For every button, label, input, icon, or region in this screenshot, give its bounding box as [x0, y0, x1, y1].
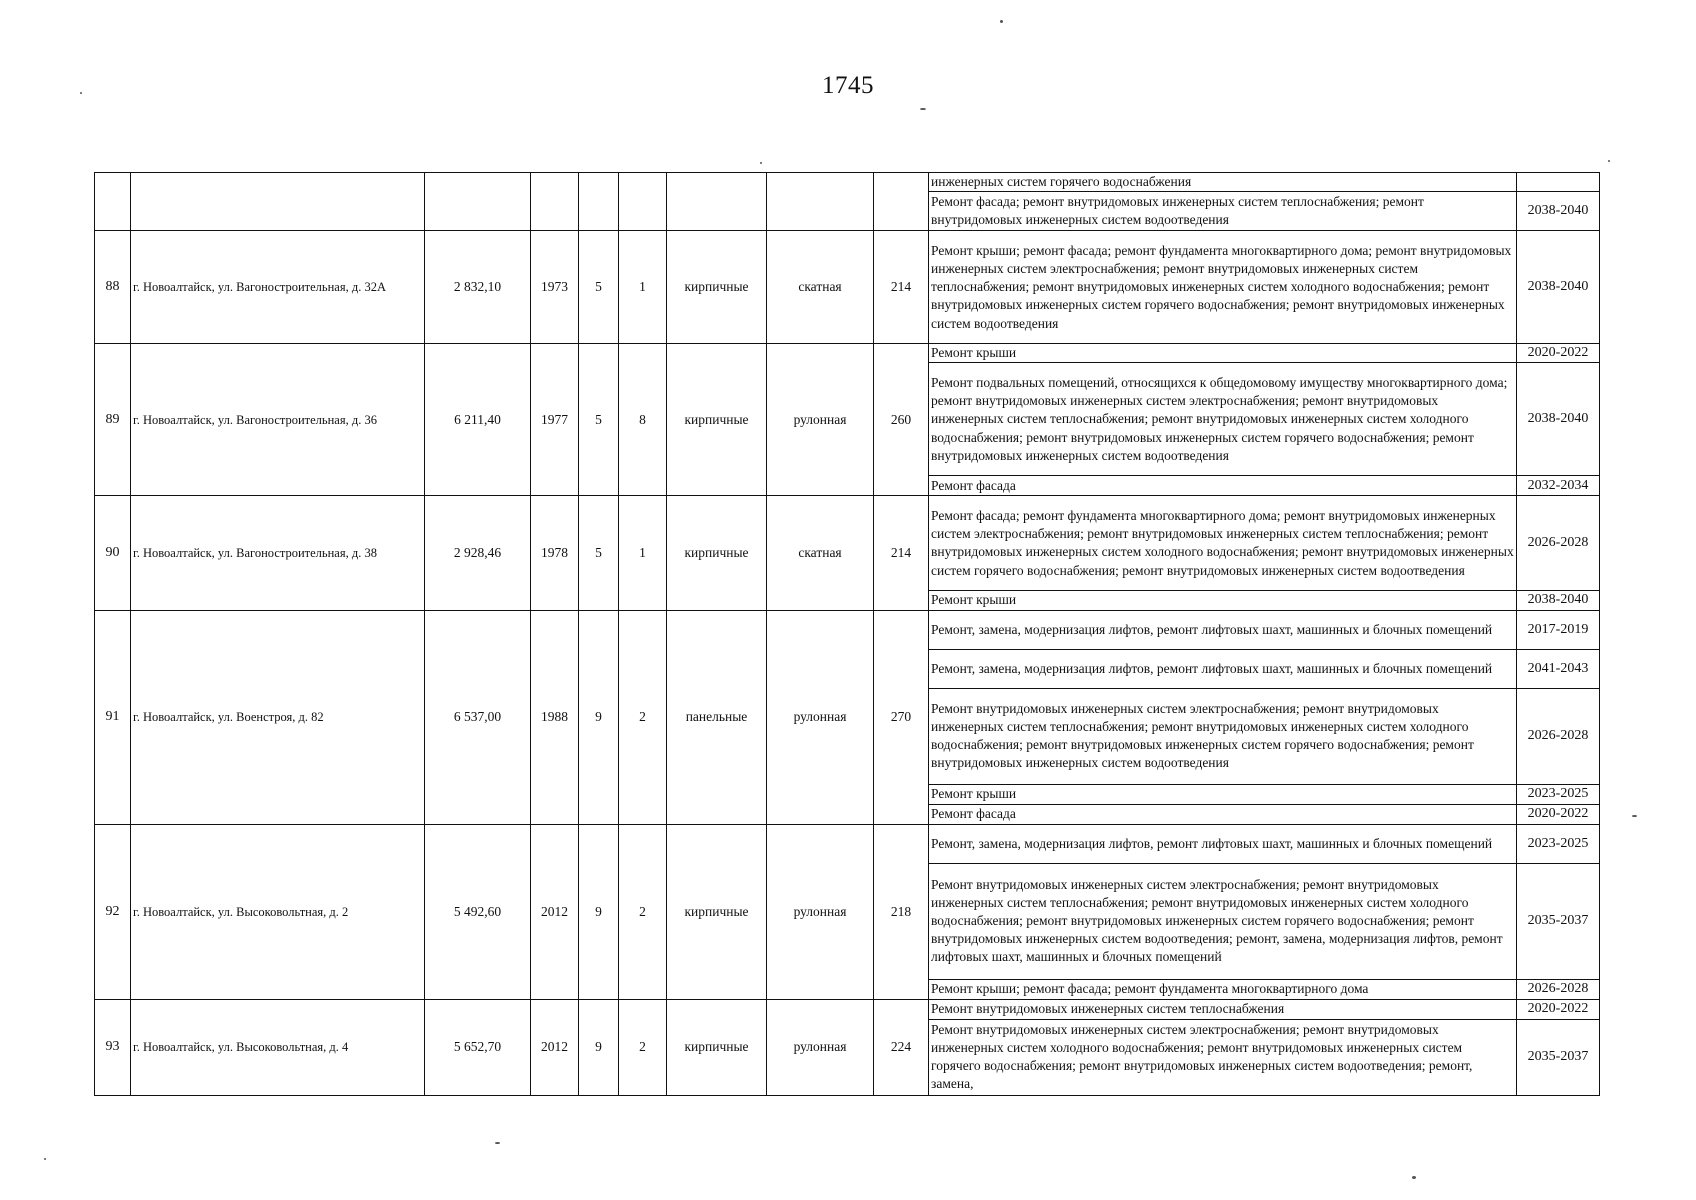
entrances-cell: 2 — [619, 999, 667, 1095]
work-period: 2017-2019 — [1517, 610, 1600, 649]
residents-cell: 260 — [874, 344, 929, 496]
entrances-cell: 2 — [619, 824, 667, 999]
walls-cell: панельные — [667, 610, 767, 824]
residents-cell: 214 — [874, 231, 929, 344]
scan-speck — [760, 162, 762, 164]
area-cell: 5 492,60 — [425, 824, 531, 999]
empty-cell — [767, 173, 874, 231]
work-description: Ремонт фасада; ремонт внутридомовых инженерных систем теплоснабжения; ремонт внутридомовых инженерных систем водоотведения — [929, 192, 1517, 231]
work-period: 2041-2043 — [1517, 649, 1600, 688]
work-description: Ремонт фасада — [929, 804, 1517, 824]
work-period: 2026-2028 — [1517, 688, 1600, 784]
row-number: 90 — [95, 496, 131, 610]
area-cell: 2 928,46 — [425, 496, 531, 610]
area-cell: 6 537,00 — [425, 610, 531, 824]
work-description: Ремонт крыши — [929, 784, 1517, 804]
empty-cell — [667, 173, 767, 231]
work-period — [1517, 173, 1600, 192]
work-description: Ремонт внутридомовых инженерных систем электроснабжения; ремонт внутридомовых инженерных систем теплоснабжения; ремонт внутридомовых инженерных систем холодного водоснабжения; ремонт внутридомовых инженерных систем горячего водоснабжения; ремонт внутридомовых инженерных систем водоотведения — [929, 688, 1517, 784]
scan-speck — [495, 1142, 500, 1144]
row-number: 88 — [95, 231, 131, 344]
residents-cell: 270 — [874, 610, 929, 824]
roof-cell: рулонная — [767, 344, 874, 496]
work-period: 2020-2022 — [1517, 804, 1600, 824]
table-body — [95, 173, 1600, 1096]
area-cell: 6 211,40 — [425, 344, 531, 496]
address-cell: г. Новоалтайск, ул. Высоковольтная, д. 4 — [131, 999, 425, 1095]
roof-cell: рулонная — [767, 999, 874, 1095]
work-period: 2020-2022 — [1517, 999, 1600, 1019]
entrances-cell: 8 — [619, 344, 667, 496]
work-description: Ремонт внутридомовых инженерных систем теплоснабжения — [929, 999, 1517, 1019]
table-row — [95, 496, 1600, 591]
scan-speck — [920, 108, 926, 110]
year-cell: 1977 — [531, 344, 579, 496]
table-row — [95, 824, 1600, 863]
entrances-cell: 1 — [619, 231, 667, 344]
roof-cell: скатная — [767, 496, 874, 610]
entrances-cell: 2 — [619, 610, 667, 824]
work-period: 2035-2037 — [1517, 1019, 1600, 1095]
walls-cell: кирпичные — [667, 999, 767, 1095]
floors-cell: 9 — [579, 999, 619, 1095]
address-cell: г. Новоалтайск, ул. Высоковольтная, д. 2 — [131, 824, 425, 999]
address-cell: г. Новоалтайск, ул. Вагоностроительная, д. 38 — [131, 496, 425, 610]
work-description: Ремонт внутридомовых инженерных систем электроснабжения; ремонт внутридомовых инженерных систем холодного водоснабжения; ремонт внутридомовых инженерных систем горячего водоснабжения; ремонт внутридомовых инженерных систем водоотведения; ремонт, замена, — [929, 1019, 1517, 1095]
work-period: 2038-2040 — [1517, 591, 1600, 610]
year-cell: 1973 — [531, 231, 579, 344]
year-cell: 1988 — [531, 610, 579, 824]
work-description: Ремонт фасада — [929, 476, 1517, 496]
work-description: Ремонт внутридомовых инженерных систем электроснабжения; ремонт внутридомовых инженерных систем теплоснабжения; ремонт внутридомовых инженерных систем холодного водоснабжения; ремонт внутридомовых инженерных систем горячего водоснабжения; ремонт внутридомовых инженерных систем водоотведения; ремонт, замена, модернизация лифтов, ремонт лифтовых шахт, машинных и блочных помещений — [929, 863, 1517, 979]
work-description: Ремонт крыши — [929, 344, 1517, 363]
scan-speck — [1000, 20, 1003, 23]
table-row — [95, 173, 1600, 192]
page-number: 1745 — [822, 72, 874, 99]
entrances-cell: 1 — [619, 496, 667, 610]
scan-speck — [44, 1158, 46, 1160]
empty-cell — [579, 173, 619, 231]
floors-cell: 9 — [579, 824, 619, 999]
empty-cell — [425, 173, 531, 231]
work-period: 2035-2037 — [1517, 863, 1600, 979]
work-description: Ремонт подвальных помещений, относящихся к общедомовому имуществу многоквартирного дома; ремонт внутридомовых инженерных систем электроснабжения; ремонт внутридомовых инженерных систем теплоснабжения; ремонт внутридомовых инженерных систем холодного водоснабжения; ремонт внутридомовых инженерных систем горячего водоснабжения; ремонт внутридомовых инженерных систем водоотведения — [929, 363, 1517, 476]
row-number: 91 — [95, 610, 131, 824]
residents-cell: 224 — [874, 999, 929, 1095]
table-row — [95, 610, 1600, 649]
roof-cell: рулонная — [767, 824, 874, 999]
empty-cell — [531, 173, 579, 231]
floors-cell: 5 — [579, 496, 619, 610]
walls-cell: кирпичные — [667, 496, 767, 610]
work-description: Ремонт крыши; ремонт фасада; ремонт фундамента многоквартирного дома — [929, 979, 1517, 999]
walls-cell: кирпичные — [667, 231, 767, 344]
floors-cell: 9 — [579, 610, 619, 824]
address-cell: г. Новоалтайск, ул. Вагоностроительная, д. 36 — [131, 344, 425, 496]
work-period: 2038-2040 — [1517, 192, 1600, 231]
work-period: 2026-2028 — [1517, 979, 1600, 999]
residents-cell: 214 — [874, 496, 929, 610]
empty-cell — [95, 173, 131, 231]
scan-speck — [1608, 160, 1610, 162]
table-row — [95, 999, 1600, 1019]
row-number: 89 — [95, 344, 131, 496]
address-cell: г. Новоалтайск, ул. Вагоностроительная, д. 32А — [131, 231, 425, 344]
work-period: 2023-2025 — [1517, 824, 1600, 863]
area-cell: 2 832,10 — [425, 231, 531, 344]
work-description: Ремонт, замена, модернизация лифтов, ремонт лифтовых шахт, машинных и блочных помещений — [929, 649, 1517, 688]
work-period: 2038-2040 — [1517, 231, 1600, 344]
scan-speck — [1412, 1176, 1416, 1179]
work-description: Ремонт, замена, модернизация лифтов, ремонт лифтовых шахт, машинных и блочных помещений — [929, 610, 1517, 649]
work-description: Ремонт крыши; ремонт фасада; ремонт фундамента многоквартирного дома; ремонт внутридомовых инженерных систем электроснабжения; ремонт внутридомовых инженерных систем теплоснабжения; ремонт внутридомовых инженерных систем холодного водоснабжения; ремонт внутридомовых инженерных систем горячего водоснабжения; ремонт внутридомовых инженерных систем водоотведения — [929, 231, 1517, 344]
work-period: 2023-2025 — [1517, 784, 1600, 804]
roof-cell: рулонная — [767, 610, 874, 824]
empty-cell — [619, 173, 667, 231]
work-period: 2026-2028 — [1517, 496, 1600, 591]
walls-cell: кирпичные — [667, 344, 767, 496]
capital-repair-table — [94, 172, 1600, 1096]
table-row — [95, 231, 1600, 344]
work-description: Ремонт крыши — [929, 591, 1517, 610]
row-number: 92 — [95, 824, 131, 999]
work-period: 2032-2034 — [1517, 476, 1600, 496]
year-cell: 2012 — [531, 824, 579, 999]
work-period: 2038-2040 — [1517, 363, 1600, 476]
table-row — [95, 344, 1600, 363]
work-period: 2020-2022 — [1517, 344, 1600, 363]
empty-cell — [874, 173, 929, 231]
work-description: Ремонт фасада; ремонт фундамента многоквартирного дома; ремонт внутридомовых инженерных систем электроснабжения; ремонт внутридомовых инженерных систем теплоснабжения; ремонт внутридомовых инженерных систем холодного водоснабжения; ремонт внутридомовых инженерных систем горячего водоснабжения; ремонт внутридомовых инженерных систем водоотведения — [929, 496, 1517, 591]
year-cell: 1978 — [531, 496, 579, 610]
area-cell: 5 652,70 — [425, 999, 531, 1095]
row-number: 93 — [95, 999, 131, 1095]
work-description: инженерных систем горячего водоснабжения — [929, 173, 1517, 192]
floors-cell: 5 — [579, 231, 619, 344]
floors-cell: 5 — [579, 344, 619, 496]
residents-cell: 218 — [874, 824, 929, 999]
scan-speck — [80, 92, 82, 94]
empty-cell — [131, 173, 425, 231]
work-description: Ремонт, замена, модернизация лифтов, ремонт лифтовых шахт, машинных и блочных помещений — [929, 824, 1517, 863]
walls-cell: кирпичные — [667, 824, 767, 999]
address-cell: г. Новоалтайск, ул. Военстроя, д. 82 — [131, 610, 425, 824]
year-cell: 2012 — [531, 999, 579, 1095]
scan-speck — [1632, 815, 1637, 817]
roof-cell: скатная — [767, 231, 874, 344]
